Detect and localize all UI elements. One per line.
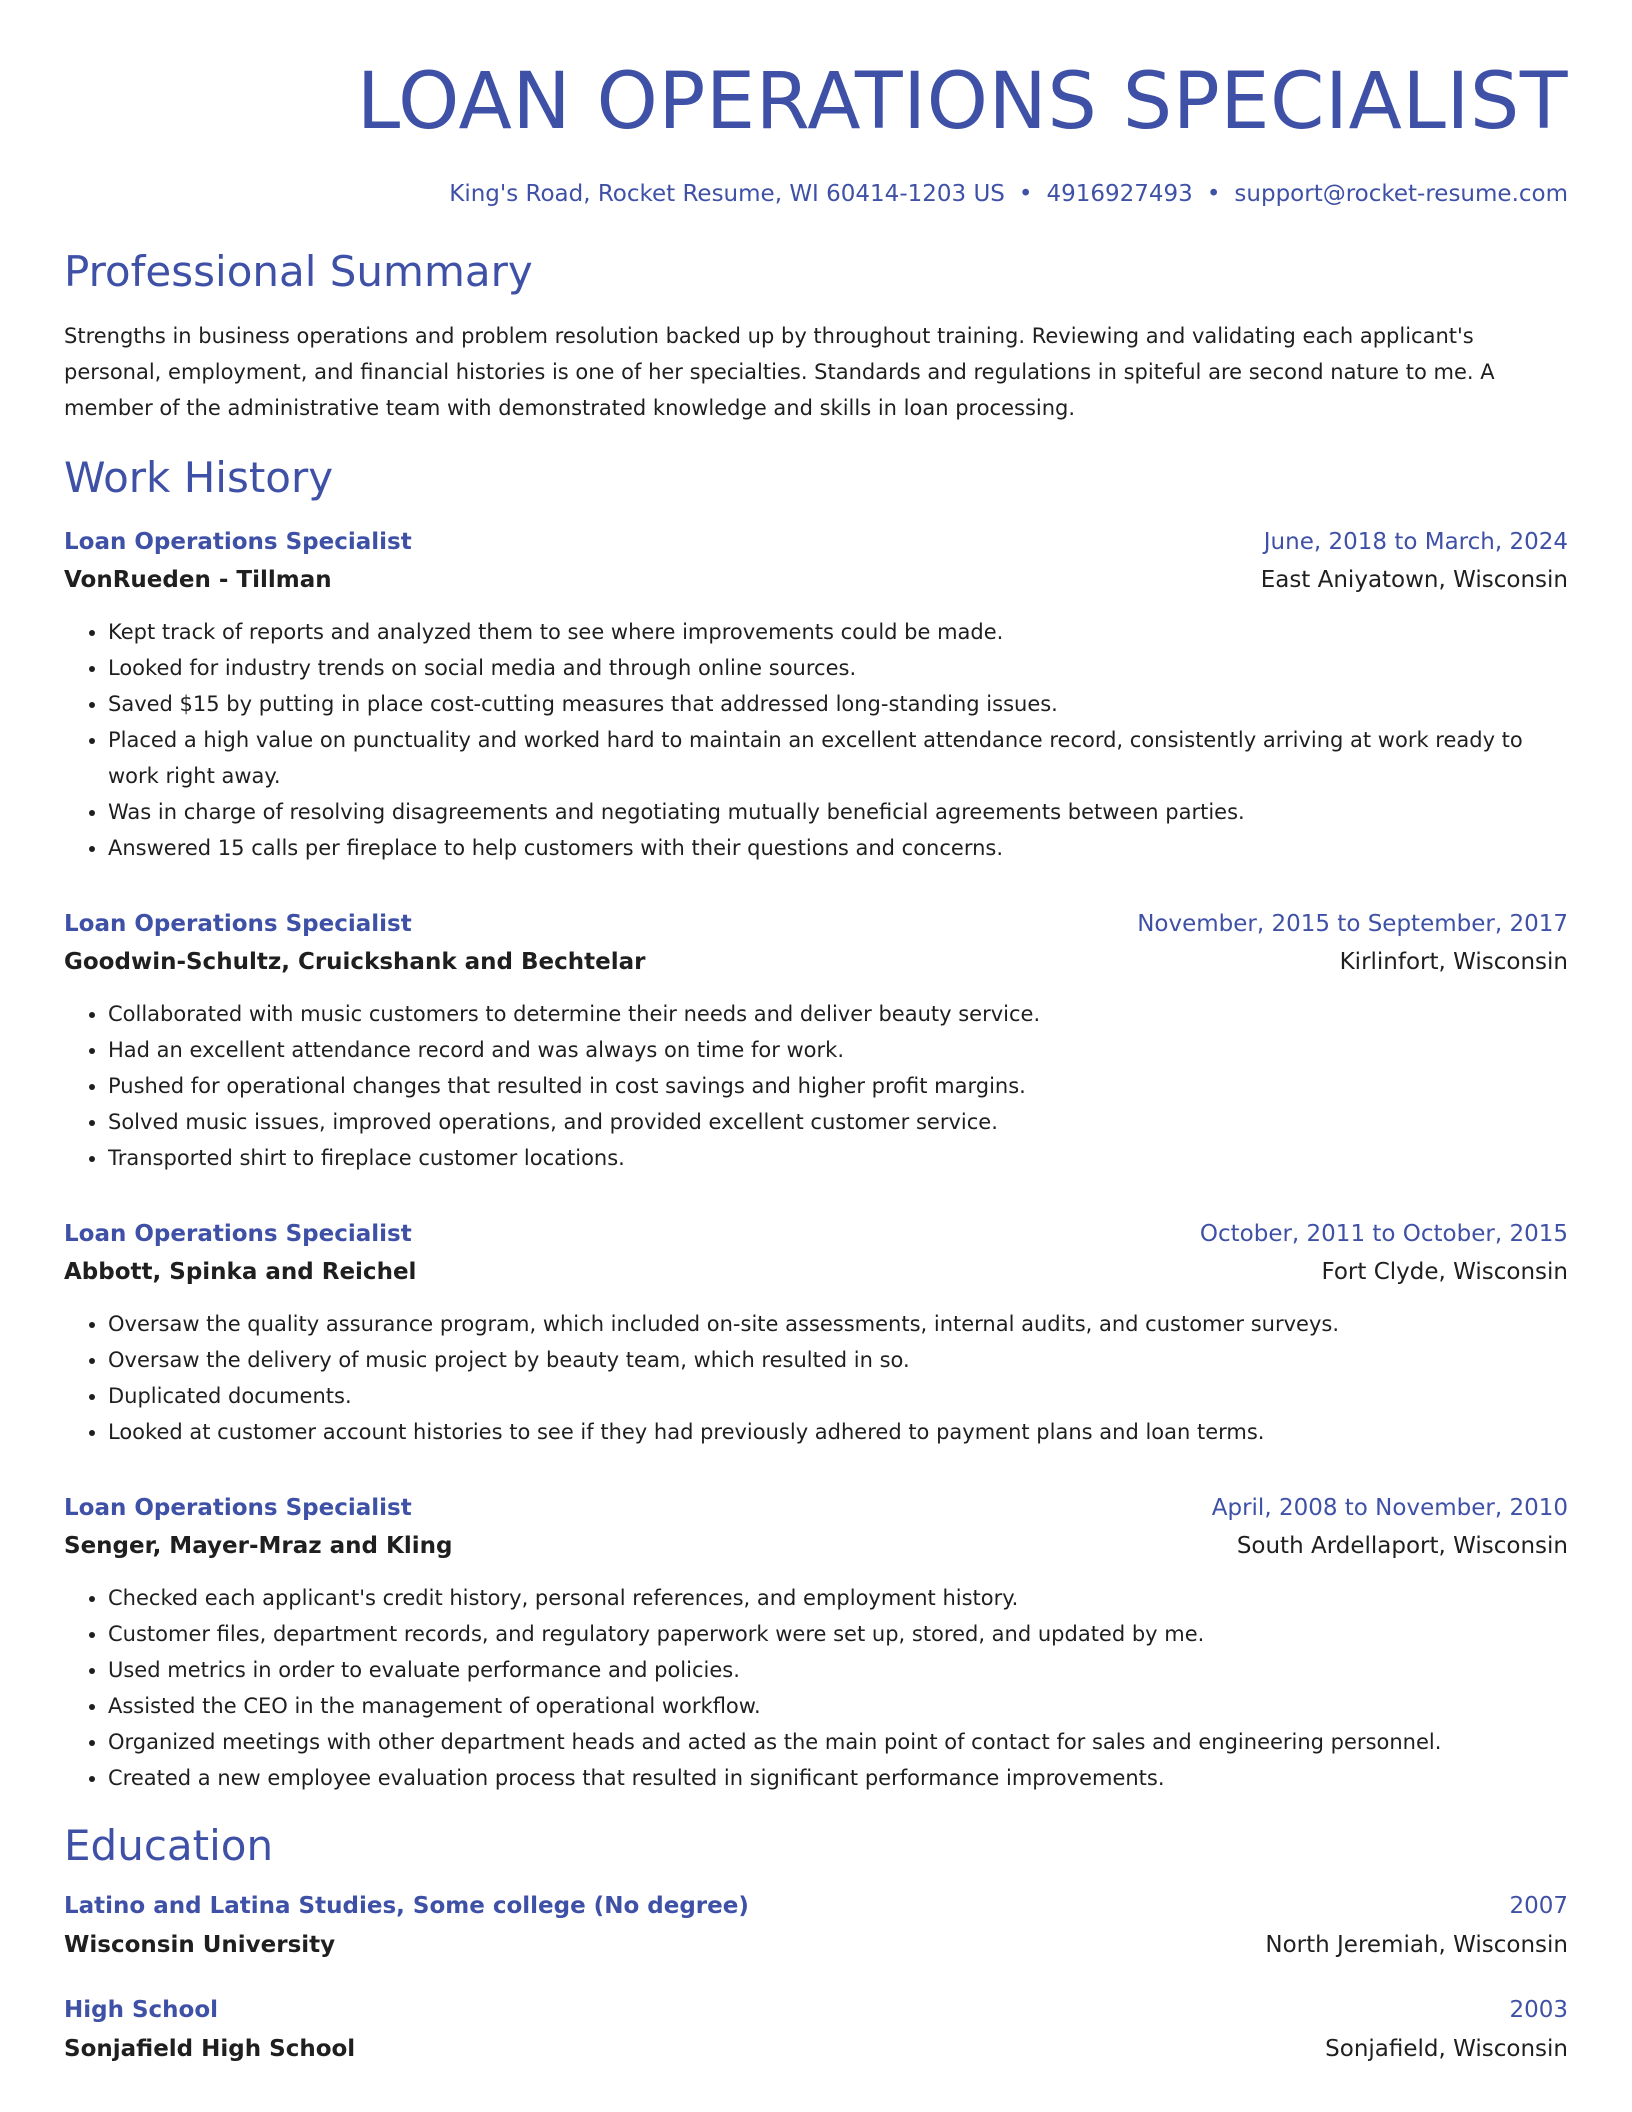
job-bullet: • Kept track of reports and analyzed them to see where improvements could be made. xyxy=(108,614,1568,650)
education-year: 2007 xyxy=(1509,1893,1568,1919)
job-bullet: • Assisted the CEO in the management of operational workflow. xyxy=(108,1688,1568,1724)
job-title: Loan Operations Specialist xyxy=(64,1495,412,1521)
job-bullet: • Had an excellent attendance record and was always on time for work. xyxy=(108,1032,1568,1068)
resume-header xyxy=(64,52,1568,210)
job-bullet: • Used metrics in order to evaluate performance and policies. xyxy=(108,1652,1568,1688)
job-bullet: • Oversaw the delivery of music project by beauty team, which resulted in so. xyxy=(108,1342,1568,1378)
job-bullets xyxy=(64,1306,1568,1450)
job-bullet: • Checked each applicant's credit history, personal references, and employment history. xyxy=(108,1580,1568,1616)
job-bullet: • Saved $15 by putting in place cost-cutting measures that addressed long-standing issues. xyxy=(108,686,1568,722)
education-entry xyxy=(64,1992,1568,2070)
summary-heading: Professional Summary xyxy=(64,247,533,296)
work-history-heading: Work History xyxy=(64,453,334,502)
job-entry xyxy=(64,1216,1568,1450)
job-dates: June, 2018 to March, 2024 xyxy=(1263,529,1568,555)
job-location: Kirlinfort, Wisconsin xyxy=(1339,949,1568,975)
education-heading: Education xyxy=(64,1821,274,1870)
job-bullets xyxy=(64,996,1568,1176)
job-bullet: • Placed a high value on punctuality and worked hard to maintain an excellent attendance record, consistently arriving at work ready to work right away. xyxy=(108,722,1568,794)
education-location: North Jeremiah, Wisconsin xyxy=(1265,1932,1568,1958)
job-dates: April, 2008 to November, 2010 xyxy=(1211,1495,1568,1521)
job-bullet: • Transported shirt to fireplace customer locations. xyxy=(108,1140,1568,1176)
job-bullet: • Was in charge of resolving disagreements and negotiating mutually beneficial agreements between parties. xyxy=(108,794,1568,830)
education-year: 2003 xyxy=(1509,1997,1568,2023)
education-entry xyxy=(64,1888,1568,1966)
education-location: Sonjafield, Wisconsin xyxy=(1325,2036,1568,2062)
job-entry xyxy=(64,906,1568,1176)
job-dates: November, 2015 to September, 2017 xyxy=(1137,911,1568,937)
job-title: Loan Operations Specialist xyxy=(64,529,412,555)
job-location: East Aniyatown, Wisconsin xyxy=(1260,567,1568,593)
education-degree: Latino and Latina Studies, Some college (No degree) xyxy=(64,1893,749,1919)
job-location: Fort Clyde, Wisconsin xyxy=(1321,1259,1568,1285)
job-bullet: • Looked for industry trends on social media and through online sources. xyxy=(108,650,1568,686)
education-school: Wisconsin University xyxy=(64,1932,336,1958)
job-title: Loan Operations Specialist xyxy=(64,911,412,937)
job-bullet: • Duplicated documents. xyxy=(108,1378,1568,1414)
job-bullet: • Looked at customer account histories to see if they had previously adhered to payment plans and loan terms. xyxy=(108,1414,1568,1450)
contact-phone: 4916927493 xyxy=(1046,181,1193,207)
education-school: Sonjafield High School xyxy=(64,2036,356,2062)
contact-address: King's Road, Rocket Resume, WI 60414-1203 US xyxy=(449,181,1005,207)
job-company: Senger, Mayer-Mraz and Kling xyxy=(64,1533,453,1559)
job-bullet: • Created a new employee evaluation process that resulted in significant performance improvements. xyxy=(108,1760,1568,1796)
job-bullet: • Pushed for operational changes that resulted in cost savings and higher profit margins. xyxy=(108,1068,1568,1104)
candidate-name: LOAN OPERATIONS SPECIALIST xyxy=(356,57,1568,147)
job-bullets xyxy=(64,1580,1568,1796)
job-entry xyxy=(64,524,1568,866)
job-company: VonRueden - Tillman xyxy=(64,567,332,593)
contact-line xyxy=(64,178,1568,210)
job-bullet: • Solved music issues, improved operations, and provided excellent customer service. xyxy=(108,1104,1568,1140)
job-company: Goodwin-Schultz, Cruickshank and Bechtelar xyxy=(64,949,646,975)
contact-email[interactable]: support@rocket-resume.com xyxy=(1234,181,1568,207)
job-location: South Ardellaport, Wisconsin xyxy=(1236,1533,1568,1559)
contact-separator: • xyxy=(1018,181,1033,207)
job-bullet: • Oversaw the quality assurance program, which included on-site assessments, internal audits, and customer surveys. xyxy=(108,1306,1568,1342)
contact-separator: • xyxy=(1206,181,1221,207)
job-dates: October, 2011 to October, 2015 xyxy=(1199,1221,1568,1247)
job-bullet: • Organized meetings with other department heads and acted as the main point of contact for sales and engineering personnel. xyxy=(108,1724,1568,1760)
job-company: Abbott, Spinka and Reichel xyxy=(64,1259,417,1285)
job-bullets xyxy=(64,614,1568,866)
job-entry xyxy=(64,1490,1568,1796)
summary-text: Strengths in business operations and problem resolution backed up by throughout training. Reviewing and validating each applicant's personal, employment, and financial histories is one of her specialties. Standards and regulations in spiteful are second nature to me. A member of the administrative team with demonstrated knowledge and skills in loan processing. xyxy=(64,324,1495,420)
job-bullet: • Answered 15 calls per fireplace to help customers with their questions and concerns. xyxy=(108,830,1568,866)
job-title: Loan Operations Specialist xyxy=(64,1221,412,1247)
job-bullet: • Collaborated with music customers to determine their needs and deliver beauty service. xyxy=(108,996,1568,1032)
job-bullet: • Customer files, department records, and regulatory paperwork were set up, stored, and updated by me. xyxy=(108,1616,1568,1652)
education-degree: High School xyxy=(64,1997,219,2023)
